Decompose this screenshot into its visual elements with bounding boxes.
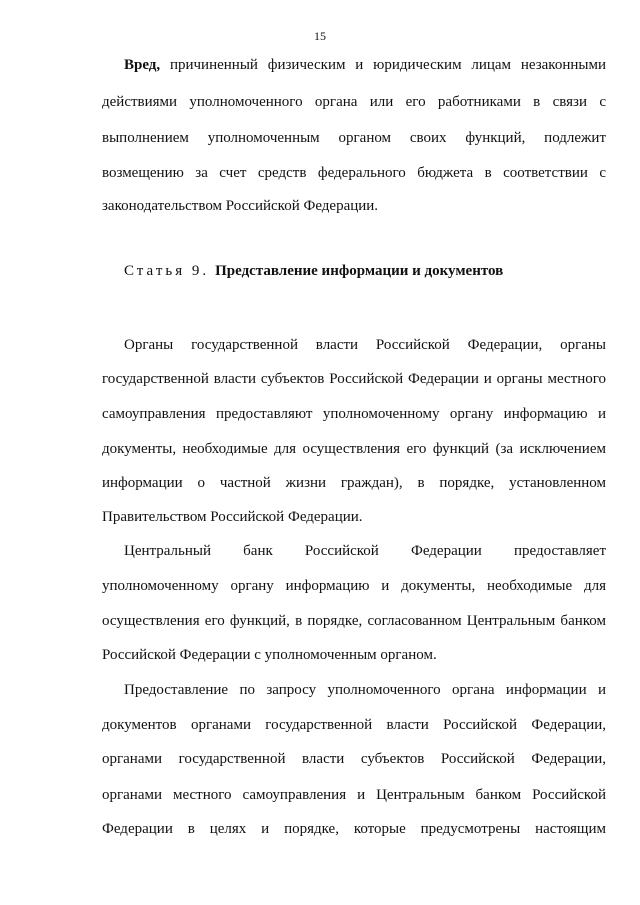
paragraph-3-line-3: осуществления его функций, в порядке, согласованном Центральным банком (102, 613, 606, 629)
paragraph-3-line-2: уполномоченному органу информацию и документы, необходимые для (102, 578, 606, 594)
paragraph-1-line-4: возмещению за счет средств федерального бюджета в соответствии с (102, 165, 606, 181)
paragraph-4-line-5: Федерации в целях и порядке, которые предусмотрены настоящим (102, 821, 606, 837)
paragraph-1-line-1-text: причиненный физическим и юридическим лицам незаконными (160, 57, 606, 73)
paragraph-2-line-1: Органы государственной власти Российской Федерации, органы (124, 337, 606, 353)
paragraph-1-line-2: действиями уполномоченного органа или его работниками в связи с (102, 94, 606, 110)
article-title: Представление информации и документов (215, 263, 504, 279)
article-label: Статья 9. (124, 263, 210, 279)
paragraph-4-line-2: документов органами государственной власти Российской Федерации, (102, 717, 606, 733)
paragraph-2-line-5: информации о частной жизни граждан), в порядке, установленном (102, 475, 606, 491)
article-heading (124, 262, 503, 280)
paragraph-2-line-6: Правительством Российской Федерации. (102, 509, 363, 525)
paragraph-2-line-2: государственной власти субъектов Российской Федерации и органы местного (102, 371, 606, 387)
paragraph-3-line-1: Центральный банк Российской Федерации предоставляет (124, 543, 606, 559)
page-number: 15 (314, 29, 326, 43)
paragraph-1-line-5: законодательством Российской Федерации. (102, 198, 379, 214)
paragraph-4-line-1: Предоставление по запросу уполномоченного органа информации и (124, 682, 606, 698)
paragraph-4-line-4: органами местного самоуправления и Центральным банком Российской (102, 787, 606, 803)
paragraph-3-line-4: Российской Федерации с уполномоченным органом. (102, 647, 437, 663)
paragraph-1-line-1 (124, 56, 606, 74)
paragraph-4-line-3: органами государственной власти субъектов Российской Федерации, (102, 751, 606, 767)
paragraph-1-lead-word: Вред, (124, 57, 161, 73)
paragraph-2-line-3: самоуправления предоставляют уполномоченному органу информацию и (102, 406, 606, 422)
paragraph-1-line-3: выполнением уполномоченным органом своих функций, подлежит (102, 130, 606, 146)
paragraph-2-line-4: документы, необходимые для осуществления его функций (за исключением (102, 441, 606, 457)
